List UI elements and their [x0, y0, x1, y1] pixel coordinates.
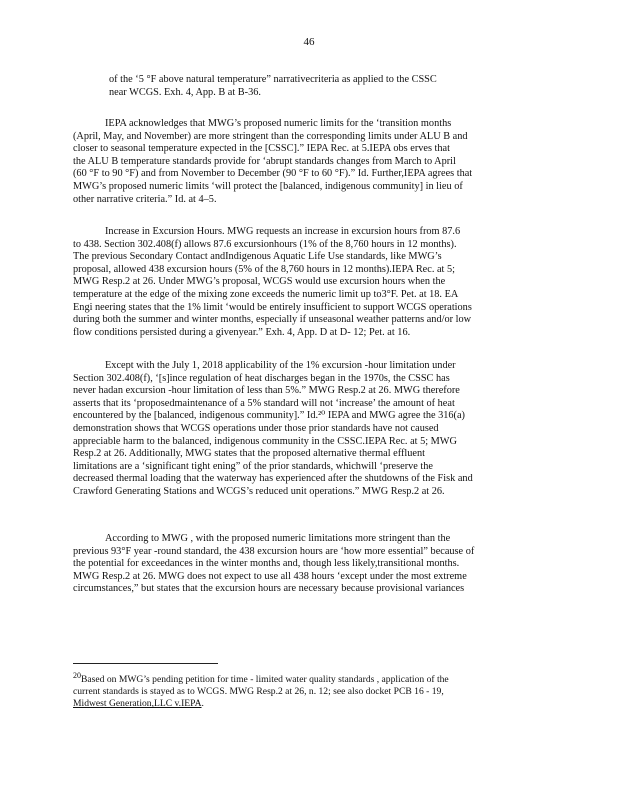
paragraph-line: MWG Resp.2 at 26. MWG does not expect to use all 438 hours ‘except under the most extreme	[73, 570, 467, 582]
paragraph-line: temperature at the edge of the mixing zone exceeds the numeric limit up to3°F. Pet. at 18. EA	[73, 288, 459, 300]
paragraph-line: other narrative criteria.” Id. at 4–5.	[73, 193, 217, 205]
paragraph-line: Increase in Excursion Hours. MWG requests an increase in excursion hours from 87.6	[105, 226, 461, 237]
footnote-divider	[73, 663, 218, 664]
paragraph	[73, 226, 541, 339]
case-citation-link[interactable]: Midwest Generation,LLC v.IEPA	[73, 698, 202, 710]
paragraph-line: Except with the July 1, 2018 applicability of the 1% excursion -hour limitation under	[105, 360, 456, 371]
paragraph-line: decreased thermal loading that the waterway has experienced after the shutdowns of the Fisk and	[73, 473, 473, 485]
paragraph-line: never hadan excursion -hour limitation of less than 5%.” MWG Resp.2 at 26. MWG therefore	[73, 385, 460, 397]
paragraph-line: closer to seasonal temperature expected in the [CSSC].” IEPA Rec. at 5.IEPA obs erves that	[73, 143, 450, 155]
paragraph-line: limitations are a ‘significant tight ening” of the prior standards, whichwill ‘preserve the	[73, 460, 433, 472]
paragraph-line: According to MWG , with the proposed numeric limitations more stringent than the	[105, 533, 451, 544]
paragraph	[73, 74, 577, 99]
paragraph-line: Section 302.408(f), ‘[s]ince regulation of heat discharges began in the 1970s, the CSSC has	[73, 372, 450, 384]
footnote-line: Midwest Generation,LLC v.IEPA.	[73, 698, 204, 710]
page-number: 46	[303, 36, 315, 48]
paragraph-line: near WCGS. Exh. 4, App. B at B-36.	[109, 86, 261, 98]
footnote-marker: 20	[73, 671, 81, 680]
paragraph-line: asserts that its ‘proposedmaintenance of a 5% standard will not ‘increase’ the amount of heat	[73, 397, 455, 409]
paragraph-line: MWG Resp.2 at 26. Under MWG’s proposal, WCGS would use excursion hours when the	[73, 276, 446, 288]
paragraph-line: appreciable harm to the balanced, indigenous community in the CSSC.IEPA Rec. at 5; MWG	[73, 435, 457, 447]
paragraph-line: the ALU B temperature standards provide for ‘abrupt standards changes from March to April	[73, 155, 456, 167]
paragraph-line: (April, May, and November) are more stringent than the corresponding limits under ALU B and	[73, 130, 468, 142]
paragraph-line: IEPA acknowledges that MWG’s proposed numeric limits for the ‘transition months	[105, 118, 452, 129]
paragraph-line: circumstances,” but states that the excursion hours are necessary because provisional variances	[73, 583, 465, 595]
paragraph-line: flow conditions persisted during a givenyear.” Exh. 4, App. D at D- 12; Pet. at 16.	[73, 326, 411, 338]
paragraph-line: MWG’s proposed numeric limits ‘will protect the [balanced, indigenous community] in lieu of	[73, 180, 463, 192]
paragraph-line: Engi neering states that the 1% limit ‘would be entirely insufficient to support WCGS operations	[73, 301, 472, 313]
paragraph-line: encountered by the [balanced, indigenous community].” Id.²⁰ IEPA and MWG agree the 316(a)	[73, 410, 465, 422]
footnote	[73, 670, 541, 710]
paragraph-line: (60 °F to 90 °F) and from November to December (90 °F to 60 °F).” Id. Further,IEPA agrees that	[73, 168, 473, 180]
paragraph-line: The previous Secondary Contact andIndigenous Aquatic Life Use standards, like MWG’s	[73, 251, 442, 263]
paragraph-line: of the ‘5 °F above natural temperature” narrativecriteria as applied to the CSSC	[109, 74, 437, 85]
paragraph-line: previous 93°F year -round standard, the 438 excursion hours are ‘how more essential” because of	[73, 545, 475, 557]
paragraph	[73, 360, 541, 499]
paragraph	[73, 118, 541, 206]
paragraph-line: to 438. Section 302.408(f) allows 87.6 excursionhours (1% of the 8,760 hours in 12 months).	[73, 238, 457, 250]
paragraph-line: demonstration shows that WCGS operations under those prior standards have not caused	[73, 422, 439, 434]
paragraph-line: Resp.2 at 26. Additionally, MWG states that the proposed alternative thermal effluent	[73, 448, 426, 460]
paragraph	[73, 533, 541, 596]
footnote-line: current standards is stayed as to WCGS. MWG Resp.2 at 26, n. 12; see also docket PCB 16 - 19,	[73, 686, 444, 698]
paragraph-line: Crawford Generating Stations and WCGS’s reduced unit operations.” MWG Resp.2 at 26.	[73, 485, 445, 497]
paragraph-line: during both the summer and winter months, especially if unseasonal weather patterns and/or low	[73, 314, 472, 326]
paragraph-line: the potential for exceedances in the winter months and, though less likely,transitional months.	[73, 558, 460, 570]
paragraph-line: proposal, allowed 438 excursion hours (5% of the 8,760 hours in 12 months).IEPA Rec. at 5;	[73, 263, 455, 275]
footnote-line: $^{20}$Based on MWG’s pending petition for time - limited water quality standards , application of the	[73, 671, 449, 686]
